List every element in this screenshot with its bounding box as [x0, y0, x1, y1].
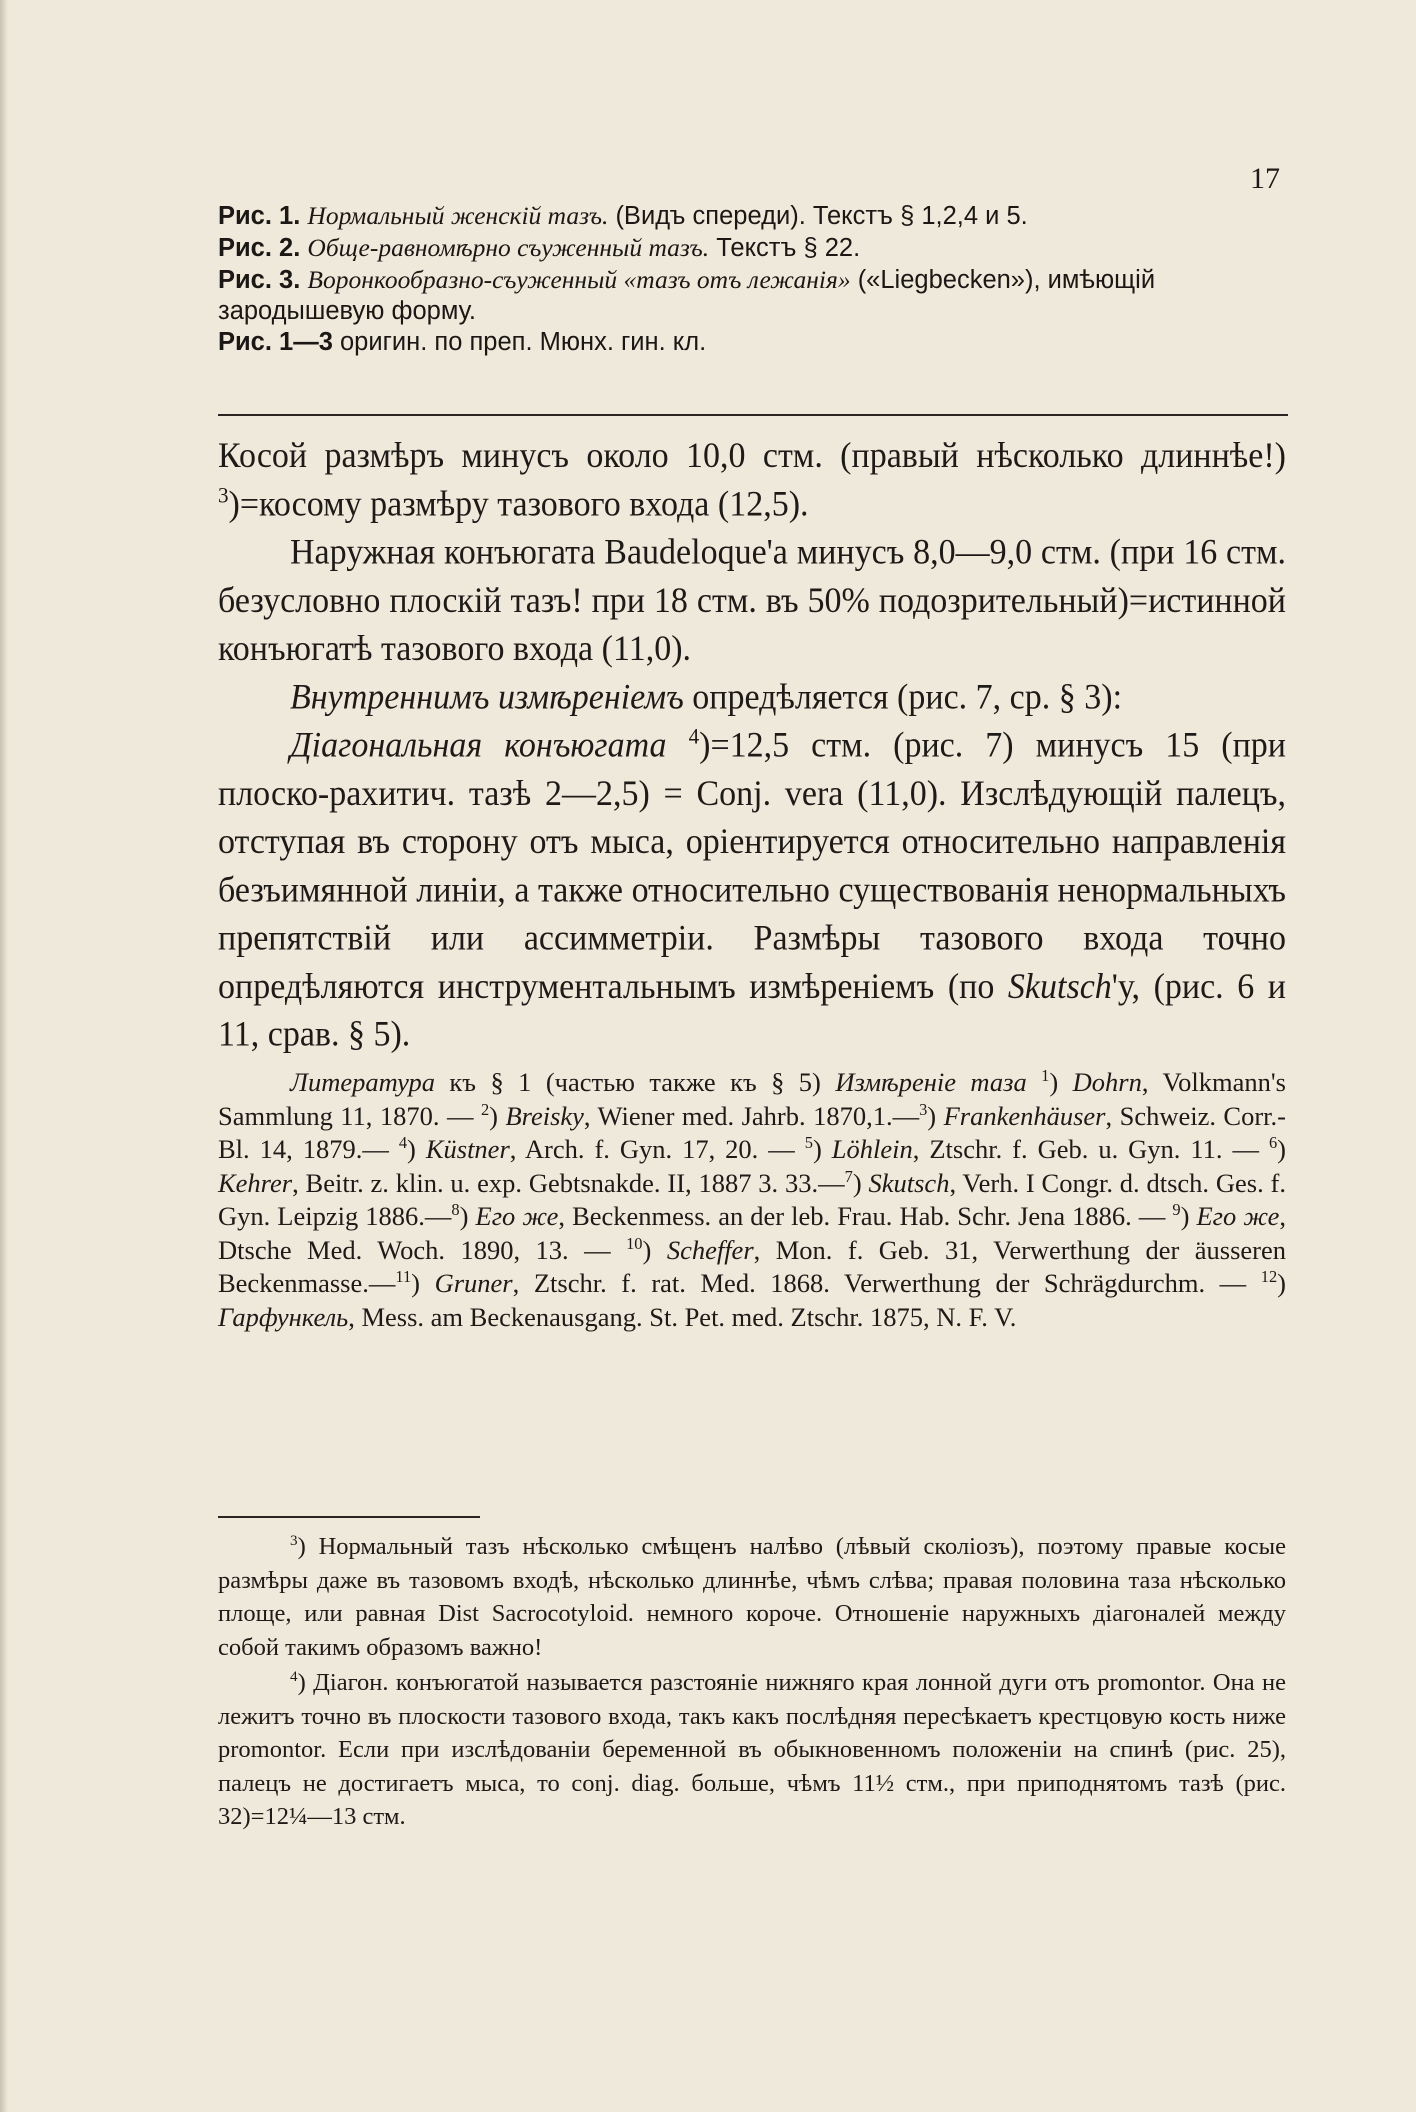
caption-text: (Видъ спереди). Текстъ § 1,2,4 и 5.	[608, 202, 1028, 230]
paragraph-text: Косой размѣръ минусъ около 10,0 стм. (правый нѣсколько длиннѣе!)	[218, 436, 1286, 476]
caption-title: Обще-равномѣрно съуженный тазъ.	[307, 233, 710, 262]
figure-captions	[218, 200, 1288, 358]
reference-author: Гарфункель	[218, 1301, 349, 1332]
reference-text: , Ztschr. f. Geb. u. Gyn. 11. —	[912, 1134, 1269, 1164]
reference-text: , Mon. f. Geb. 31, Verwerthung der äusseren Beckenmasse.—	[218, 1234, 1286, 1298]
footnote-number: 4	[290, 1667, 298, 1685]
paragraph-text: )=12,5 стм. (рис. 7) минусъ 15 (при плоско-рахитич. тазѣ 2—2,5) = Conj. vera (11,0). Изслѣдующій палецъ, отступая въ сторону отъ мыса, оріентируется относительно направленія безъимянной линіи, а также относительно существованія ненормальныхъ препятствій или ассимметріи. Размѣры тазового входа точно опредѣляются инструментальнымъ измѣреніемъ (по	[218, 725, 1286, 1006]
reference-text: , Mess. am Beckenausgang. St. Pet. med. Ztschr. 1875, N. F. V.	[348, 1301, 1017, 1332]
caption-text: Текстъ § 22.	[709, 234, 861, 262]
page-number: 17	[1250, 162, 1280, 195]
reference-author: Его же	[475, 1201, 559, 1231]
emphasis-text: Внутреннимъ измѣреніемъ	[290, 677, 684, 717]
paragraph-external-conjugate: Наружная конъюгата Baudeloque'а минусъ 8,0—9,0 стм. (при 16 стм. безусловно плоскій тазъ! при 18 стм. въ 50% подозрительный)=истинной конъюгатѣ тазового входа (11,0).	[218, 532, 1286, 669]
reference-author: Его же	[1196, 1201, 1280, 1231]
caption-text: оригин. по преп. Мюнх. гин. кл.	[332, 328, 707, 356]
paragraph-diagonal-conjugate	[218, 721, 1286, 1059]
caption-title: Воронкообразно-съуженный «тазъ отъ лежанія»	[307, 265, 851, 294]
reference-number: 7	[844, 1166, 853, 1186]
paragraph-text: )=косому размѣру тазового входа (12,5).	[228, 484, 809, 524]
reference-number: 4	[398, 1133, 408, 1153]
reference-text: , Arch. f. Gyn. 17, 20. —	[509, 1134, 805, 1164]
reference-text: , Beitr. z. klin. u. exp. Gebtsnakde. II, 1887 3. 33.—	[292, 1167, 845, 1198]
reference-number: 2	[480, 1099, 490, 1119]
reference-number: 6	[1268, 1133, 1278, 1153]
reference-number: 10	[626, 1233, 643, 1253]
reference-text: , Ztschr. f. rat. Med. 1868. Verwerthung der Schrägdurchm. —	[512, 1268, 1261, 1298]
footnote-text: ) Діагон. конъюгатой называется разстояніе нижняго края лонной дуги отъ promontor. Она не лежитъ точно въ плоскости тазового входа, такъ какъ послѣдняя пересѣкаетъ крестцовую кость ниже promontor. Если при изслѣдованіи беременной въ обыкновенномъ положеніи на спинѣ (рис. 25), палецъ не достигаетъ мыса, то conj. diag. больше, чѣмъ 11½ стм., при приподнятомъ тазѣ (рис. 32)=12¼—13 стм.	[218, 1669, 1286, 1830]
paragraph-text: опредѣляется (рис. 7, ср. § 3):	[683, 677, 1123, 717]
footnote-ref: 4	[688, 723, 700, 749]
reference-author: Scheffer	[666, 1234, 754, 1265]
paragraph-text: 'у, (рис. 6 и 11, срав. § 5).	[218, 966, 1287, 1055]
caption-title: Нормальный женскій тазъ.	[307, 201, 609, 230]
caption-3	[218, 264, 1288, 327]
literature-list: Литература къ § 1 (частью также къ § 5) Измѣреніе таза $^1$) Dohrn, Volkmann's Sammlung 11, 1870. — $^2$) Breisky, Wiener med. Jahrb. 1870,1.—$^3$) Frankenhäuser, Schweiz. Corr.-Bl. 14, 1879.— $^4$) Küstner, Arch. f. Gyn. 17, 20. — $^5$) Löhlein, Ztschr. f. Geb. u. Gyn. 11. — $^6$) Kehrer, Beitr. z. klin. u. exp. Gebtsnakde. II, 1887 3. 33.—$^7$) Skutsch, Verh. I Congr. d. dtsch. Ges. f. Gyn. Leipzig 1886.—$^8$) Его же, Beckenmess. an der leb. Frau. Hab. Schr. Jena 1886. — $^9$) Его же, Dtsche Med. Woch. 1890, 13. — $^{10}$) Scheffer, Mon. f. Geb. 31, Verwerthung der äusseren Beckenmasse.—$^{11}$) Gruner, Ztschr. f. rat. Med. 1868. Verwerthung der Schrägdurchm. — $^{12}$) Гарфункель, Mess. am Beckenausgang. St. Pet. med. Ztschr. 1875, N. F. V.	[218, 1066, 1287, 1332]
caption-label: Рис. 3.	[218, 266, 301, 294]
paragraph-internal-measurement	[218, 673, 1286, 721]
literature-section	[218, 1066, 1286, 1334]
reference-number: 3	[919, 1099, 928, 1119]
caption-divider	[218, 414, 1288, 416]
reference-number: 1	[1041, 1066, 1050, 1086]
reference-number: 8	[451, 1200, 460, 1220]
caption-4	[218, 327, 1288, 358]
reference-text: , Verh. I Congr. d. dtsch. Ges. f. Gyn. Leipzig 1886.—	[218, 1167, 1286, 1231]
caption-text: («Liegbecken»), имѣющій зародышевую форму.	[218, 266, 1156, 325]
footnote-4	[218, 1666, 1286, 1834]
reference-number: 12	[1260, 1267, 1278, 1287]
footnote-number: 3	[290, 1531, 298, 1549]
literature-intro: къ § 1 (частью также къ § 5)	[435, 1067, 836, 1097]
emphasis-text: Skutsch	[1007, 966, 1112, 1006]
reference-author: Küstner	[425, 1134, 510, 1164]
reference-number: 9	[1172, 1200, 1181, 1220]
reference-text: , Beckenmess. an der leb. Frau. Hab. Schr. Jena 1886. —	[558, 1201, 1173, 1231]
reference-text: , Dtsche Med. Woch. 1890, 13. —	[218, 1201, 1287, 1265]
footnote-ref: 3	[218, 482, 229, 508]
reference-author: Dohrn	[1072, 1067, 1142, 1097]
footnote-3	[218, 1530, 1286, 1664]
reference-text: , Schweiz. Corr.-Bl. 14, 1879.—	[218, 1100, 1286, 1164]
caption-label: Рис. 1—3	[218, 328, 333, 356]
caption-2	[218, 232, 1288, 264]
reference-number: 5	[804, 1133, 813, 1153]
reference-author: Breisky	[505, 1100, 584, 1131]
reference-author: Löhlein	[831, 1134, 913, 1164]
literature-topic: Измѣреніе таза	[835, 1067, 1027, 1097]
page-edge	[0, 0, 8, 2112]
caption-label: Рис. 1.	[218, 202, 301, 230]
reference-text: , Wiener med. Jahrb. 1870,1.—	[583, 1100, 920, 1131]
reference-text: , Volkmann's Sammlung 11, 1870. —	[218, 1067, 1286, 1131]
paragraph-oblique-diameter	[218, 432, 1286, 528]
literature-heading: Литература	[290, 1067, 435, 1097]
reference-author: Skutsch	[868, 1167, 950, 1198]
footnotes	[218, 1530, 1286, 1836]
reference-number: 11	[395, 1267, 412, 1287]
emphasis-text: Діагональная конъюгата	[290, 725, 667, 765]
footnote-text: ) Нормальный тазъ нѣсколько смѣщенъ налѣво (лѣвый сколіозъ), поэтому правые косые размѣры даже въ тазовомъ входѣ, нѣсколько длиннѣе, чѣмъ слѣва; правая половина таза нѣсколько площе, или равная Dist Sacrocotyloid. немного короче. Отношеніе наружныхъ діагоналей между собой такимъ образомъ важно!	[218, 1533, 1286, 1661]
reference-author: Frankenhäuser	[943, 1100, 1106, 1131]
caption-label: Рис. 2.	[218, 234, 301, 262]
reference-author: Gruner	[434, 1268, 513, 1298]
main-text	[218, 432, 1286, 1059]
reference-author: Kehrer	[218, 1167, 293, 1198]
footnote-divider	[218, 1516, 480, 1518]
caption-1	[218, 200, 1288, 232]
